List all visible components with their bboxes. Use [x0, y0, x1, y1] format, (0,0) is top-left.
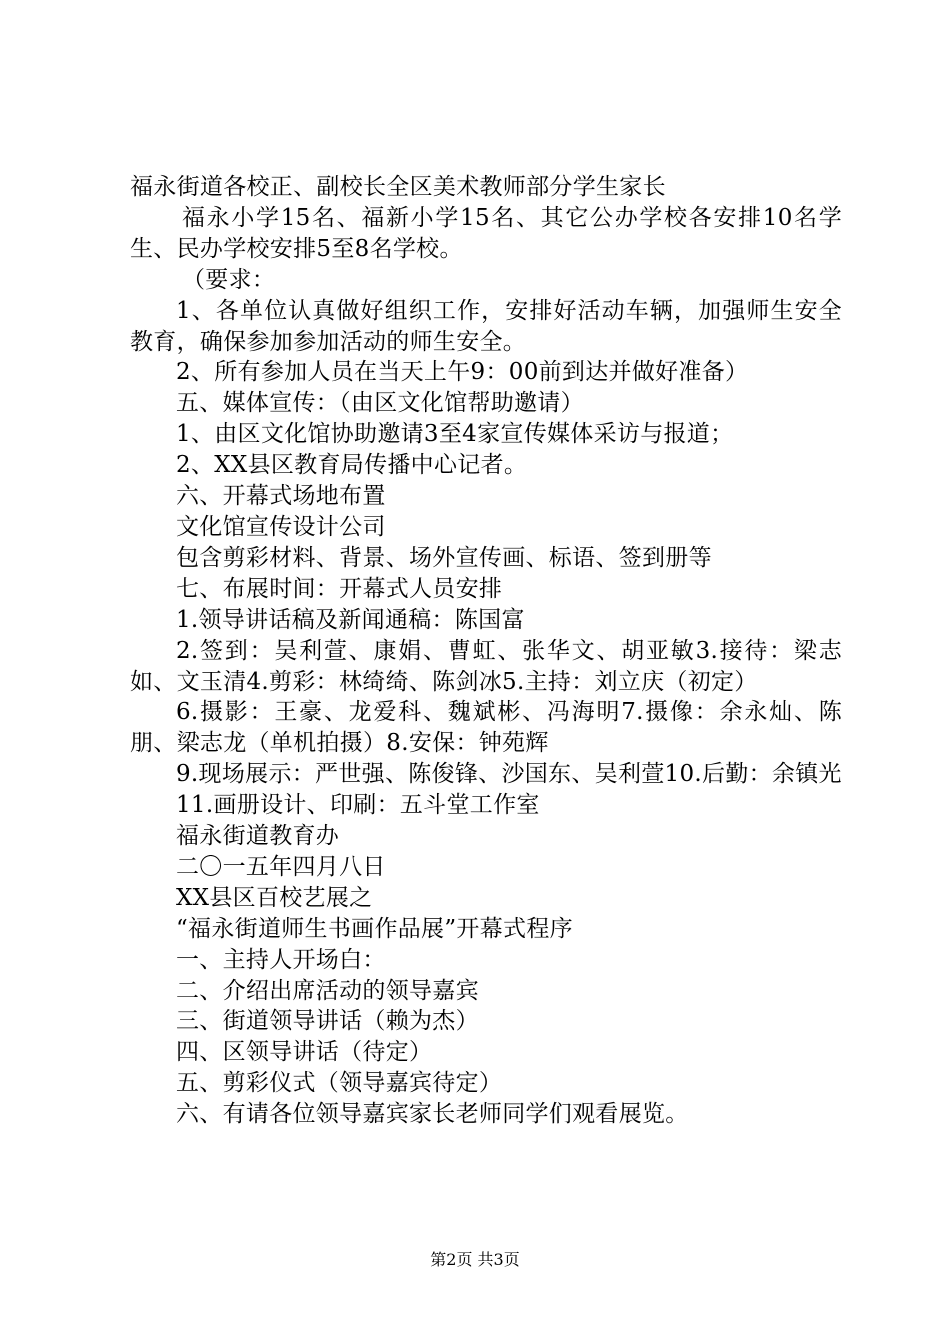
document-paragraph: 1、各单位认真做好组织工作，安排好活动车辆，加强师生安全教育，确保参加参加活动的师生安全。	[130, 297, 842, 355]
document-paragraph: 七、布展时间：开幕式人员安排	[176, 575, 503, 602]
document-paragraph: 五、媒体宣传：（由区文化馆帮助邀请）	[176, 390, 584, 417]
document-paragraph: 1.领导讲话稿及新闻通稿：陈国富	[176, 606, 525, 633]
document-paragraph: 11.画册设计、印刷：五斗堂工作室	[176, 792, 540, 819]
document-paragraph: 六、开幕式场地布置	[176, 483, 386, 510]
document-paragraph: 福永小学15名、福新小学15名、其它公办学校各安排10名学生、民办学校安排5至8名学校。	[130, 204, 842, 262]
page-footer: 第2页 共3页	[430, 1250, 520, 1269]
document-paragraph: 二〇一五年四月八日	[176, 853, 386, 880]
document-paragraph: 四、区领导讲话（待定）	[176, 1039, 433, 1066]
document-paragraph: 6.摄影：王豪、龙爱科、魏斌彬、冯海明7.摄像：余永灿、陈朋、梁志龙（单机拍摄）8.安保：钟苑辉	[130, 699, 842, 757]
document-paragraph: 五、剪彩仪式（领导嘉宾待定）	[176, 1070, 503, 1097]
document-paragraph: 一、主持人开场白：	[176, 946, 386, 973]
document-paragraph: 三、街道领导讲话（赖为杰）	[176, 1008, 479, 1035]
document-paragraph: 9.现场展示：严世强、陈俊锋、沙国东、吴利萱10.后勤：余镇光	[176, 761, 842, 788]
document-paragraph: 2.签到：吴利萱、康娟、曹虹、张华文、胡亚敏3.接待：梁志如、文玉清4.剪彩：林绮绮、陈剑冰5.主持：刘立庆（初定）	[130, 637, 842, 695]
document-paragraph: 包含剪彩材料、背景、场外宣传画、标语、签到册等	[176, 544, 712, 571]
document-paragraph: 1、由区文化馆协助邀请3至4家宣传媒体采访与报道；	[176, 421, 734, 448]
document-paragraph: 2、所有参加人员在当天上午9：00前到达并做好准备）	[176, 359, 749, 386]
document-paragraph: XX县区百校艺展之	[176, 884, 373, 911]
document-body	[130, 172, 842, 1130]
document-paragraph: “福永街道师生书画作品展”开幕式程序	[176, 915, 573, 942]
document-paragraph: 福永街道教育办	[176, 823, 340, 850]
document-paragraph: 六、有请各位领导嘉宾家长老师同学们观看展览。	[176, 1101, 689, 1128]
document-paragraph: 文化馆宣传设计公司	[176, 513, 386, 540]
document-paragraph: （要求：	[182, 266, 276, 293]
document-paragraph: 福永街道各校正、副校长全区美术教师部分学生家长	[130, 174, 666, 200]
document-paragraph: 二、介绍出席活动的领导嘉宾	[176, 977, 479, 1004]
document-paragraph: 2、XX县区教育局传播中心记者。	[176, 452, 528, 479]
